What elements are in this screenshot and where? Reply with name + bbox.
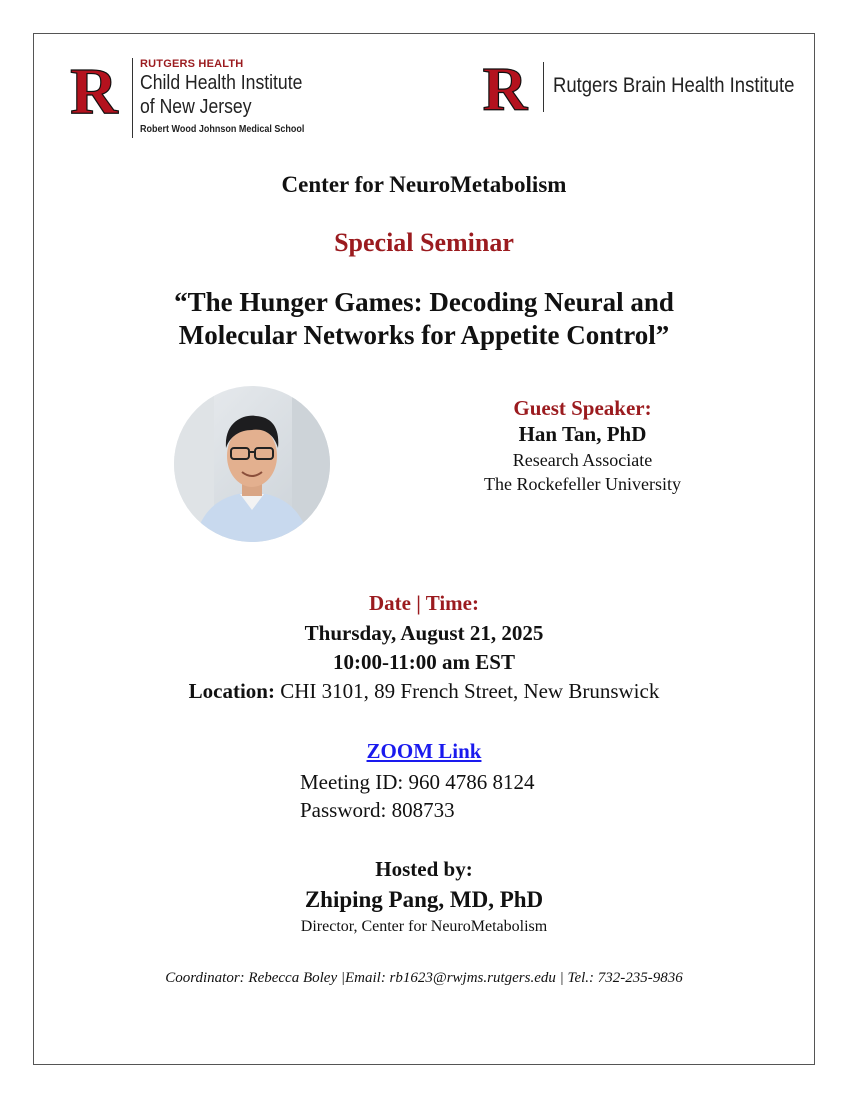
speaker-photo: [174, 386, 330, 542]
seminar-type: Special Seminar: [334, 228, 514, 257]
meeting-id: Meeting ID: 960 4786 8124: [300, 770, 535, 794]
child-health-institute-logo: [64, 58, 324, 140]
host-role: Director, Center for NeuroMetabolism: [300, 918, 548, 935]
event-time: 10:00-11:00 am EST: [332, 650, 515, 674]
rutgers-r-logo-icon: [64, 58, 124, 118]
logo-line-2: of New Jersey: [140, 96, 252, 118]
logo-line-3: Robert Wood Johnson Medical School: [140, 124, 305, 135]
event-date: Thursday, August 21, 2025: [304, 621, 544, 645]
talk-title-line-1: “The Hunger Games: Decoding Neural and: [174, 287, 674, 317]
event-location: [33, 679, 815, 704]
logo-divider: [132, 58, 133, 138]
speaker-institution: The Rockefeller University: [484, 474, 681, 494]
location-label: Location:: [188, 679, 275, 703]
speaker-role: Research Associate: [512, 450, 653, 470]
location-value: CHI 3101, 89 French Street, New Brunswick: [274, 679, 660, 703]
hosted-by-label: Hosted by:: [375, 857, 473, 881]
guest-speaker-label: Guest Speaker:: [513, 396, 652, 420]
zoom-link[interactable]: ZOOM Link: [366, 739, 482, 763]
speaker-name: Han Tan, PhD: [518, 422, 647, 446]
center-name: Center for NeuroMetabolism: [281, 172, 567, 197]
logo-divider-2: [543, 62, 544, 112]
talk-title: [33, 286, 815, 352]
host-name: Zhiping Pang, MD, PhD: [304, 887, 544, 912]
talk-title-line-2: Molecular Networks for Appetite Control”: [178, 320, 670, 350]
svg-text:R: R: [70, 58, 118, 118]
logo-name: Rutgers Brain Health Institute: [553, 74, 795, 97]
date-time-label: Date | Time:: [369, 591, 479, 615]
logo-line-1: Child Health Institute: [140, 72, 303, 94]
logo-brand-text: RUTGERS HEALTH: [140, 58, 244, 70]
meeting-password: Password: 808733: [300, 798, 455, 822]
speaker-portrait-icon: [174, 386, 330, 542]
coordinator-contact: Coordinator: Rebecca Boley |Email: rb1623@rwjms.rutgers.edu | Tel.: 732-235-9836: [165, 970, 683, 986]
brain-health-institute-logo: [476, 60, 796, 116]
rutgers-r-logo-icon-2: [476, 60, 534, 114]
svg-text:R: R: [482, 60, 528, 114]
